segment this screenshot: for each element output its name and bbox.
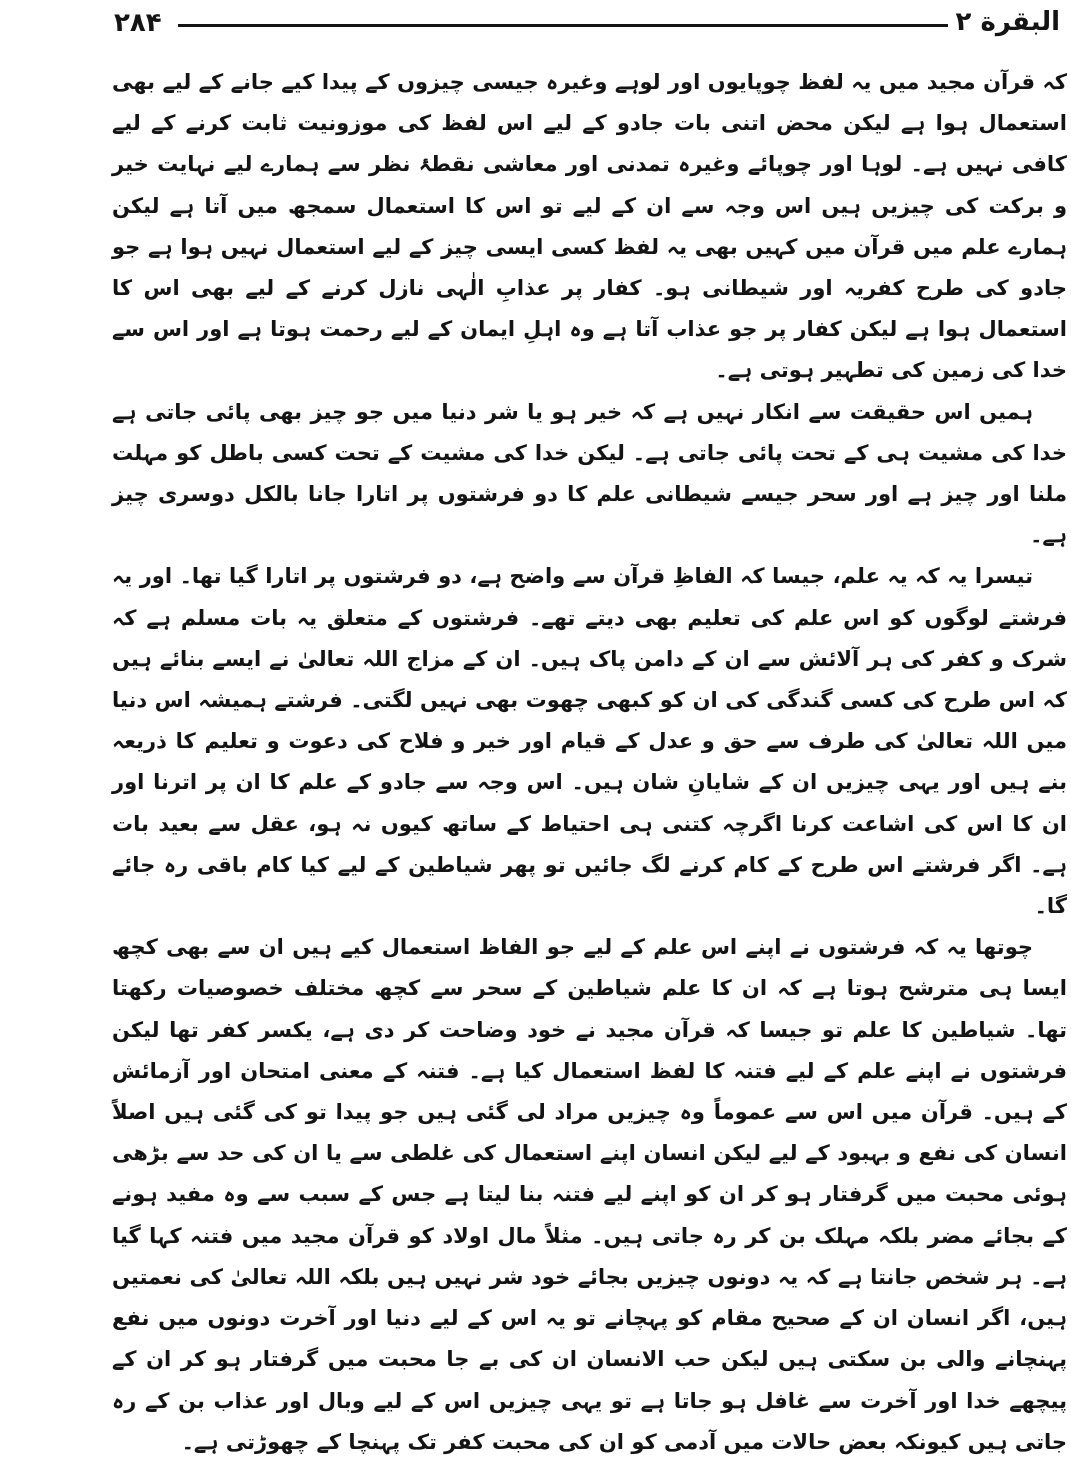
page-number: ۲۸۴ — [114, 6, 168, 40]
paragraph-2: ہمیں اس حقیقت سے انکار نہیں ہے کہ خیر ہو یا شر دنیا میں جو چیز بھی پائی جاتی ہے خدا کی مشیت ہی کے تحت پائی جاتی ہے۔ لیکن خدا کی مشیت کے تحت کسی باطل کو مہلت ملنا اور چیز ہے اور سحر جیسے شیطانی علم کا دو فرشتوں پر اتارا جانا بالکل دوسری چیز ہے۔ — [112, 399, 1067, 548]
header-rule — [178, 24, 948, 27]
paragraph-3: تیسرا یہ کہ یہ علم، جیسا کہ الفاظِ قرآن سے واضح ہے، دو فرشتوں پر اتارا گیا تھا۔ اور یہ فرشتے لوگوں کو اس علم کی تعلیم بھی دیتے تھے۔ فرشتوں کے متعلق یہ بات مسلم ہے کہ شرک و کفر کی ہر آلائش سے ان کے دامن پاک ہیں۔ ان کے مزاج اللہ تعالیٰ نے ایسے بنائے ہیں کہ اس طرح کی کسی گندگی کی ان کو کبھی چھوت بھی نہیں لگتی۔ فرشتے ہمیشہ اس دنیا میں اللہ تعالیٰ کی طرف سے حق و عدل کے قیام اور خیر و فلاح کی دعوت و تعلیم کا ذریعہ بنے ہیں اور یہی چیزیں ان کے شایانِ شان ہیں۔ اس وجہ سے جادو کے علم کا ان پر اترنا اور ان کا اس کی اشاعت کرنا اگرچہ کتنی ہی احتیاط کے ساتھ کیوں نہ ہو، عقل سے بعید بات ہے۔ اگر فرشتے اس طرح کے کام کرنے لگ جائیں تو پھر شیاطین کے لیے کیا کام باقی رہ جائے گا۔ — [112, 564, 1067, 919]
surah-title: البقرة ۲ — [948, 4, 1060, 40]
body-text — [112, 62, 1067, 1463]
page-header — [110, 4, 1060, 46]
paragraph-4: چوتھا یہ کہ فرشتوں نے اپنے اس علم کے لیے جو الفاظ استعمال کیے ہیں ان سے بھی کچھ ایسا ہی مترشح ہوتا ہے کہ ان کا علم شیاطین کے سحر سے کچھ مختلف خصوصیات رکھتا تھا۔ شیاطین کا علم تو جیسا کہ قرآن مجید نے خود وضاحت کر دی ہے، یکسر کفر تھا لیکن فرشتوں نے اپنے علم کے لیے فتنہ کا لفظ استعمال کیا ہے۔ فتنہ کے معنی امتحان اور آزمائش کے ہیں۔ قرآن میں اس سے عموماً وہ چیزیں مراد لی گئی ہیں جو پیدا تو کی گئی ہیں اصلاً انسان کی نفع و بہبود کے لیے لیکن انسان اپنے استعمال کی غلطی سے یا ان کی حد سے بڑھی ہوئی محبت میں گرفتار ہو کر ان کو اپنے لیے فتنہ بنا لیتا ہے جس کے سبب سے وہ مفید ہونے کے بجائے مضر بلکہ مہلک بن کر رہ جاتی ہیں۔ مثلاً مال اولاد کو قرآن مجید میں فتنہ کہا گیا ہے۔ ہر شخص جانتا ہے کہ یہ دونوں چیزیں بجائے خود شر نہیں ہیں بلکہ اللہ تعالیٰ کی نعمتیں ہیں، اگر انسان ان کے صحیح مقام کو پہچانے تو یہ اس کے لیے دنیا اور آخرت دونوں میں نفع پہنچانے والی بن سکتی ہیں لیکن حب الانسان ان کی بے جا محبت میں گرفتار ہو کر ان کے پیچھے خدا اور آخرت سے غافل ہو جاتا ہے تو یہی چیزیں اس کے لیے وبال اور عذاب بن کے رہ جاتی ہیں کیونکہ بعض حالات میں آدمی کو ان کی محبت کفر تک پہنچا کے چھوڑتی ہے۔ — [112, 935, 1068, 1454]
paragraph-1: کہ قرآن مجید میں یہ لفظ چوپایوں اور لوہے وغیرہ جیسی چیزوں کے پیدا کیے جانے کے لیے بھی استعمال ہوا ہے لیکن محض اتنی بات جادو کے لیے اس لفظ کی موزونیت ثابت کرنے کے لیے کافی نہیں ہے۔ لوہا اور چوپائے وغیرہ تمدنی اور معاشی نقطۂ نظر سے ہمارے لیے نہایت خیر و برکت کی چیزیں ہیں اس وجہ سے ان کے لیے تو اس کا استعمال سمجھ میں آتا ہے لیکن ہمارے علم میں قرآن میں کہیں بھی یہ لفظ کسی ایسی چیز کے لیے استعمال نہیں ہوا ہے جو جادو کی طرح کفریہ اور شیطانی ہو۔ کفار پر عذابِ الٰہی نازل کرنے کے لیے بھی اس کا استعمال ہوا ہے لیکن کفار پر جو عذاب آتا ہے وہ اہلِ ایمان کے لیے رحمت ہوتا ہے اور اس سے خدا کی زمین کی تطہیر ہوتی ہے۔ — [112, 70, 1067, 383]
